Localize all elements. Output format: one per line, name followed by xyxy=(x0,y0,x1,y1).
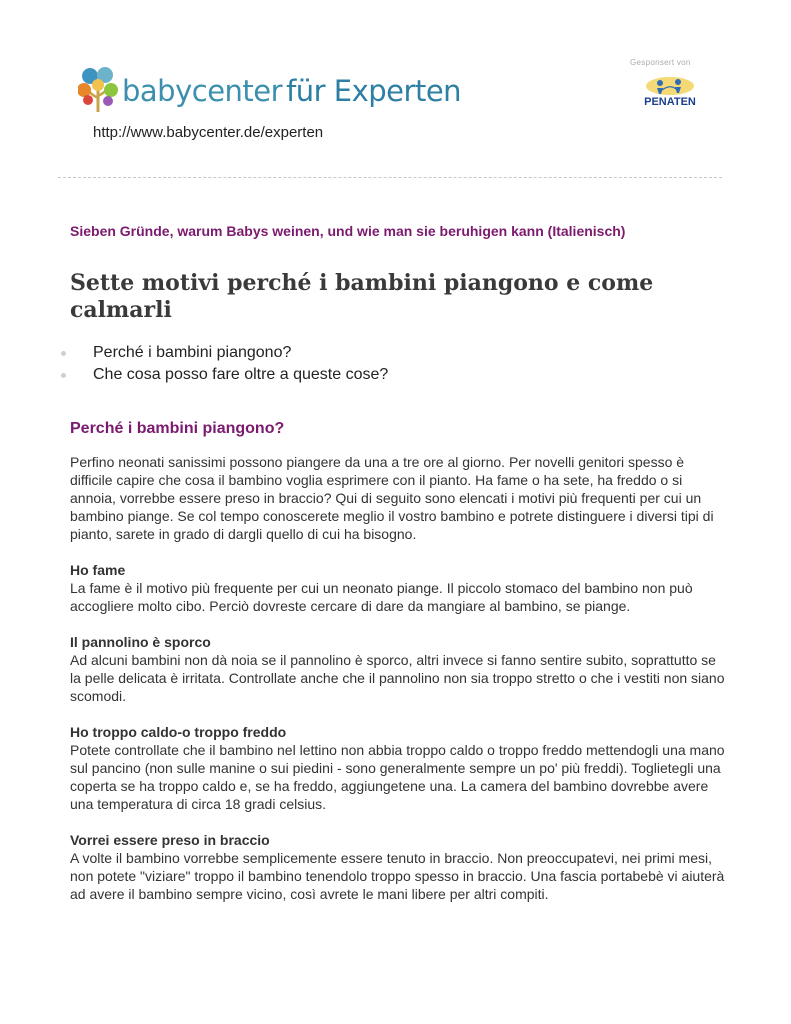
reason-block xyxy=(70,723,730,813)
reason-block xyxy=(70,633,730,705)
reason-title: Ho troppo caldo-o troppo freddo xyxy=(70,724,287,740)
logo-suffix: für Experten xyxy=(286,74,462,108)
toc-item[interactable] xyxy=(58,364,388,386)
sponsor-brand: PENATEN xyxy=(644,96,696,108)
reason-title: Ho fame xyxy=(70,562,126,578)
bullet-icon xyxy=(61,351,66,356)
reason-title: Vorrei essere preso in braccio xyxy=(70,832,270,848)
reason-text: La fame è il motivo più frequente per cui un neonato piange. Il piccolo stomaco del bambino non può accogliere molto cibo. Perciò dovreste cercare di dare da mangiare al bambino, se piange. xyxy=(70,580,693,614)
penaten-figures-icon xyxy=(646,77,694,95)
reason-text: Potete controllate che il bambino nel lettino non abbia troppo caldo o troppo freddo mettendogli una mano sul pancino (non sulle manine o sui piedini - sono generalmente sempre un po' più freddi). Toglietegli una coperta se ha troppo caldo e, se ha freddo, aggiungetene una. La camera del bambino dovrebbe avere una temperatura di circa 18 gradi celsius. xyxy=(70,742,725,812)
intro-paragraph: Perfino neonati sanissimi possono piangere da una a tre ore al giorno. Per novelli genitori spesso è difficile capire che cosa il bambino voglia esprimere con il pianto. Ha fame o ha sete, ha freddo o si annoia, vorrebbe essere preso in braccio? Qui di seguito sono elencati i motivi più frequenti per cui un bambino piange. Se col tempo conoscerete meglio il vostro bambino e potrete distinguere i diversi tipi di pianto, sarete in grado di dargli quello di cui ha bisogno. xyxy=(70,454,714,542)
bullet-icon xyxy=(61,373,66,378)
table-of-contents xyxy=(58,342,388,386)
article-subtitle: Sieben Gründe, warum Babys weinen, und wie man sie beruhigen kann (Italienisch) xyxy=(70,223,626,239)
reason-text: A volte il bambino vorrebbe semplicemente essere tenuto in braccio. Non preoccupatevi, nei primi mesi, non potete "viziare" troppo il bambino tenendolo troppo spesso in braccio. Una fascia portabebè vi aiuterà ad avere il bambino sempre vicino, così avrete le mani libere per altri compiti. xyxy=(70,850,725,902)
article-title: Sette motivi perché i bambini piangono e come calmarli xyxy=(70,270,654,323)
penaten-logo[interactable] xyxy=(640,74,700,114)
reason-title: Il pannolino è sporco xyxy=(70,634,211,650)
section-title: Perché i bambini piangono? xyxy=(70,420,285,437)
tree-logo-icon xyxy=(78,66,118,114)
site-url-link[interactable]: http://www.babycenter.de/experten xyxy=(93,124,324,141)
reason-block xyxy=(70,561,730,615)
logo-wordmark xyxy=(122,74,461,108)
babycenter-logo[interactable] xyxy=(78,66,462,116)
article-body xyxy=(70,420,730,921)
toc-item-label: Che cosa posso fare oltre a queste cose? xyxy=(93,366,389,383)
logo-brand: babycenter xyxy=(122,74,283,108)
reason-text: Ad alcuni bambini non dà noia se il pannolino è sporco, altri invece si fanno sentire subito, soprattutto se la pelle delicata è irritata. Controllate anche che il pannolino non sia troppo stretto o che i vestiti non siano scomodi. xyxy=(70,652,725,704)
header-divider xyxy=(58,177,722,178)
reason-block xyxy=(70,831,730,903)
toc-item[interactable] xyxy=(58,342,388,364)
sponsor-label: Gesponsert von xyxy=(630,58,691,67)
toc-item-label: Perché i bambini piangono? xyxy=(93,344,292,361)
